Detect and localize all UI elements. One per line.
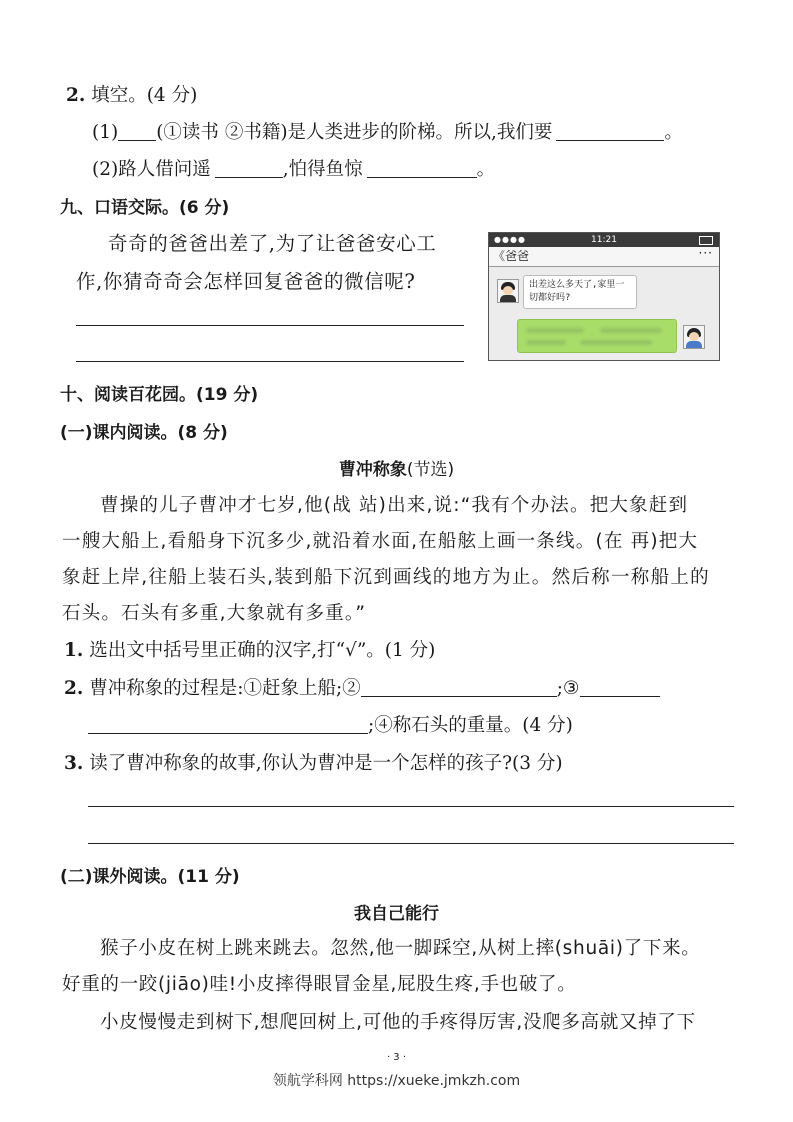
blank-step3b[interactable] <box>88 715 368 734</box>
q3-answer-line-2[interactable] <box>88 843 734 844</box>
q3: 3. 读了曹冲称象的故事,你认为曹冲是一个怎样的孩子?(3 分) <box>64 753 563 774</box>
q2-title: 2. 填空。(4 分) <box>66 85 198 106</box>
more-icon: ··· <box>698 246 713 260</box>
sec9-title: 九、口语交际。(6 分) <box>60 198 230 218</box>
page-number: · 3 · <box>386 1052 407 1063</box>
story2-p2: 好重的一跤(jiāo)哇!小皮摔得眼冒金星,屁股生疼,手也破了。 <box>62 974 577 995</box>
wechat-phone-illustration <box>488 232 720 361</box>
q2-line2: (2)路人借问遥 ,怕得鱼惊 。 <box>92 159 496 180</box>
q2-process: 2. 曹冲称象的过程是:①赶象上船;② ;③ <box>64 677 660 701</box>
answer-line-1[interactable] <box>76 325 464 326</box>
blank-1[interactable] <box>118 122 156 141</box>
status-bar: ●●●● 11:21 <box>489 233 719 247</box>
blank-2[interactable] <box>556 122 664 141</box>
signal-icon: ●●●● <box>494 235 526 244</box>
story1-p4: 石头。石头有多重,大象就有多重。” <box>62 603 367 624</box>
story2-p1: 猴子小皮在树上跳来跳去。忽然,他一脚踩空,从树上摔(shuāi)了下来。 <box>100 938 701 959</box>
part2-title: (二)课外阅读。(11 分) <box>60 867 240 887</box>
q3-answer-line-1[interactable] <box>88 806 734 807</box>
blank-4[interactable] <box>367 159 477 178</box>
answer-line-2[interactable] <box>76 361 464 362</box>
story1-p3: 象赶上岸,往船上装石头,装到船下沉到画线的地方为止。然后称一称船上的 <box>62 567 710 588</box>
q1: 1. 选出文中括号里正确的汉字,打“√”。(1 分) <box>64 640 436 661</box>
part1-title: (一)课内阅读。(8 分) <box>60 423 228 443</box>
story1-p1: 曹操的儿子曹冲才七岁,他(战 站)出来,说:“我有个办法。把大象赶到 <box>100 495 689 516</box>
story1-p2: 一艘大船上,看船身下沉多少,就沿着水面,在船舷上画一条线。(在 再)把大 <box>62 531 699 552</box>
story2-p3: 小皮慢慢走到树下,想爬回树上,可他的手疼得厉害,没爬多高就又掉了下 <box>100 1012 696 1033</box>
blank-3[interactable] <box>215 159 283 178</box>
sec10-title: 十、阅读百花园。(19 分) <box>60 385 259 405</box>
kid-avatar <box>683 325 705 349</box>
story1-heading: 曹冲称象(节选) <box>338 460 455 480</box>
sec9-text1: 奇奇的爸爸出差了,为了让爸爸安心工 <box>108 232 437 255</box>
blank-step3a[interactable] <box>580 678 660 697</box>
chat-header: 《爸爸 ··· <box>489 247 719 267</box>
sec9-text2: 作,你猜奇奇会怎样回复爸爸的微信呢? <box>76 270 416 293</box>
footer-watermark: 领航学科网 https://xueke.jmkzh.com <box>272 1073 521 1089</box>
blank-step2[interactable] <box>361 678 557 697</box>
q2-process-cont: ;④称石头的重量。(4 分) <box>88 714 573 738</box>
q2-line1: (1) (①读书 ②书籍)是人类进步的阶梯。所以,我们要 。 <box>92 122 683 143</box>
reply-bubble-blurred <box>517 319 677 353</box>
story2-title: 我自己能行 <box>354 904 439 924</box>
dad-avatar <box>497 279 519 303</box>
dad-message: 出差这么多天了,家里一切都好吗? <box>523 275 637 309</box>
